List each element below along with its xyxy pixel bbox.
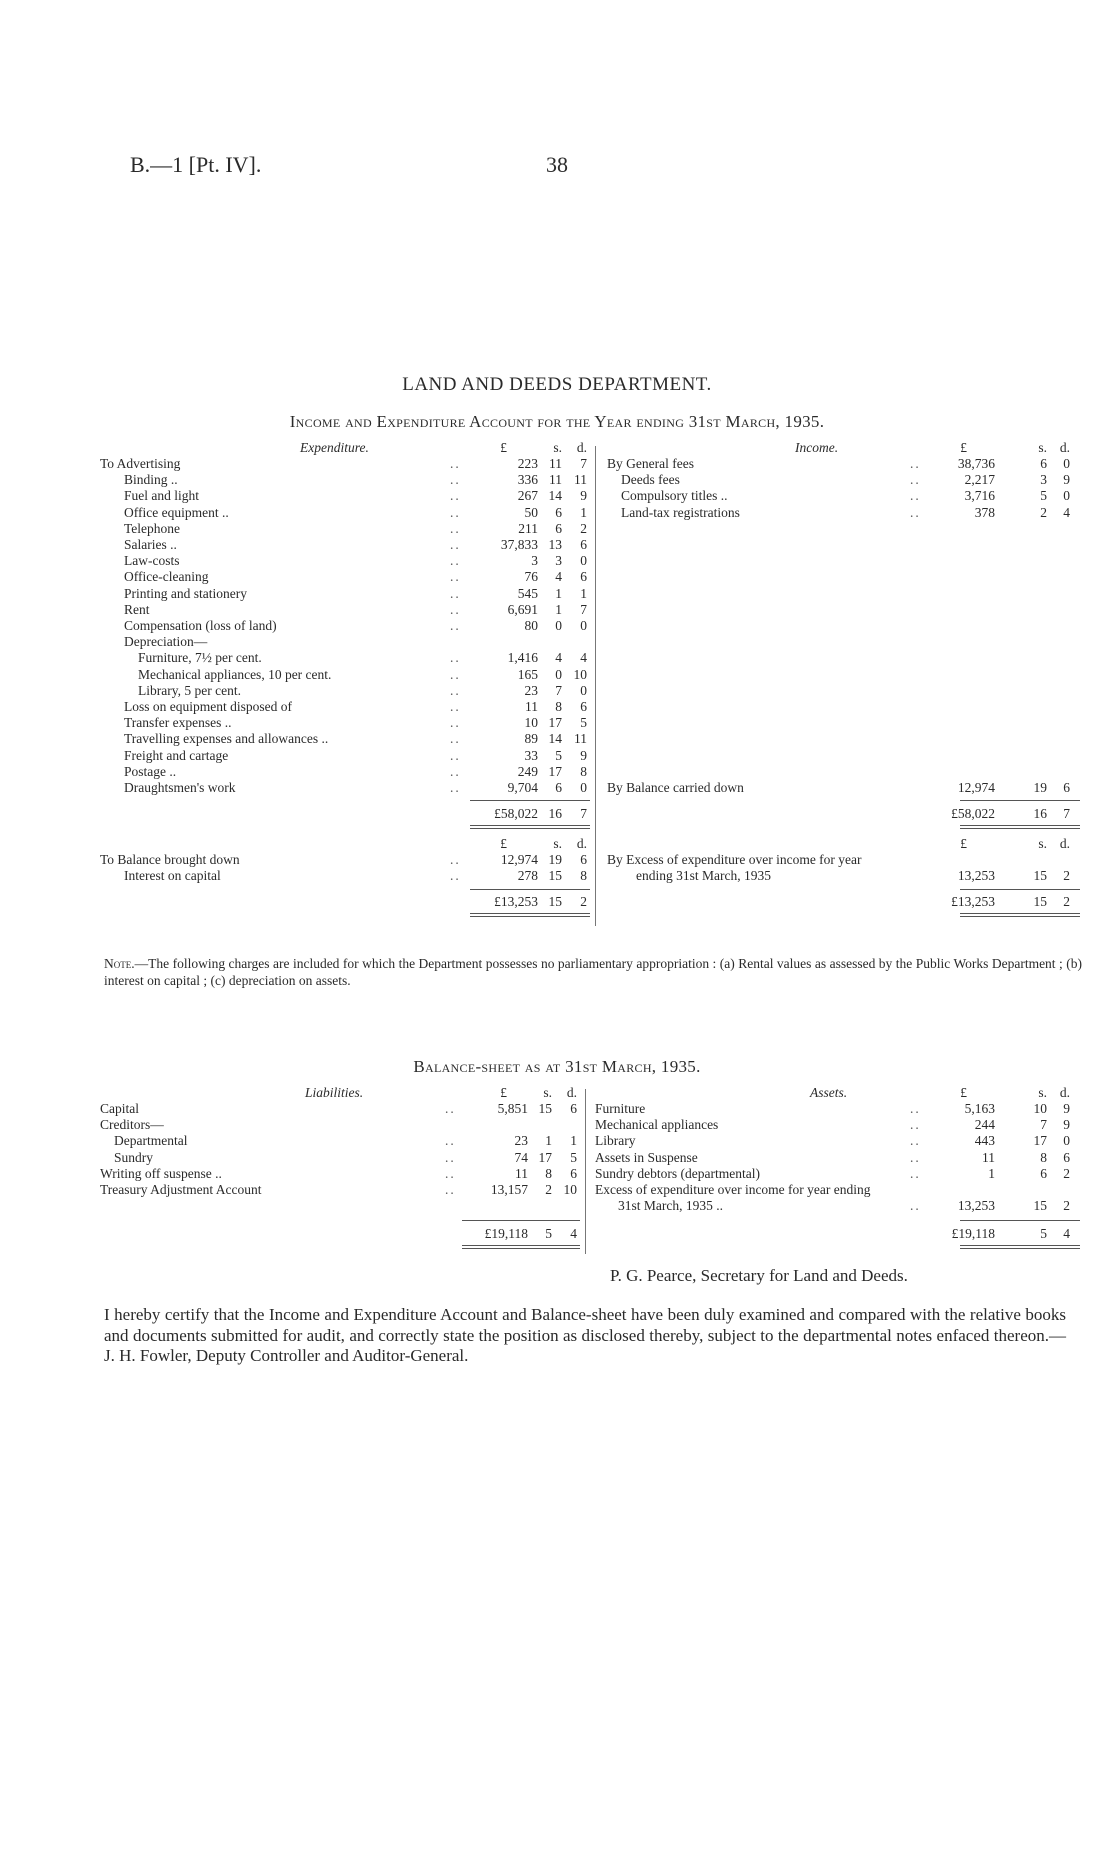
asset-label: Library <box>595 1133 636 1149</box>
liabilities-heading: Liabilities. <box>305 1085 364 1100</box>
unit-pounds-right-2: £ <box>960 836 967 851</box>
asset-label: Furniture <box>595 1101 646 1116</box>
expenditure-item-pence: 5 <box>580 715 587 731</box>
expenditure-item-label: Library, 5 per cent. <box>138 682 241 698</box>
total-right-pence: 7 <box>1063 806 1070 821</box>
expenditure-item-pounds: 3 <box>531 553 538 569</box>
total2-double-rule-left <box>470 913 590 917</box>
bs-unit-pence-right: d. <box>1059 1085 1070 1100</box>
income-item-shillings: 3 <box>1040 472 1047 488</box>
expenditure-item-label: To Advertising <box>100 456 181 471</box>
total-right-shillings: 16 <box>1033 806 1047 821</box>
unit-pounds-left: £ <box>500 440 507 455</box>
expenditure-item-pounds: 76 <box>524 569 538 585</box>
leader-dots: .. <box>910 488 921 504</box>
asset-label: 31st March, 1935 .. <box>618 1198 723 1214</box>
expenditure-item-shillings: 1 <box>555 585 562 601</box>
expenditure-item-shillings: 3 <box>555 553 562 569</box>
expenditure-item-shillings: 6 <box>555 504 562 520</box>
document-reference: B.—1 [Pt. IV]. <box>130 152 262 177</box>
assets-heading: Assets. <box>810 1085 848 1100</box>
leader-dots: .. <box>445 1133 456 1149</box>
expenditure-item-pence: 9 <box>580 488 587 504</box>
liability-label: Creditors— <box>100 1117 164 1133</box>
leader-dots: .. <box>450 763 461 779</box>
expenditure-item-pounds: 33 <box>524 747 538 763</box>
total-double-rule-left <box>470 825 590 829</box>
balance-sheet-ledger <box>100 1085 1085 1260</box>
total2-left-pounds: £13,253 <box>494 894 538 910</box>
leader-dots: .. <box>450 488 461 504</box>
expenditure-item-shillings: 11 <box>549 456 562 471</box>
expenditure-item-label: Freight and cartage <box>124 747 229 763</box>
expenditure-item-pounds: 10 <box>524 715 538 731</box>
bs-total-left-shillings: 5 <box>545 1226 552 1242</box>
liability-shillings: 15 <box>538 1101 552 1116</box>
asset-pounds: 11 <box>982 1149 995 1165</box>
expenditure-item-label: Compensation (loss of land) <box>124 618 277 633</box>
expenditure-item-shillings: 0 <box>555 618 562 633</box>
expenditure-item-shillings: 5 <box>555 747 562 763</box>
department-title: LAND AND DEEDS DEPARTMENT. <box>402 374 712 395</box>
expenditure-item-shillings: 11 <box>549 472 562 488</box>
balance-sheet-title: Balance-sheet as at 31st March, 1935. <box>413 1057 701 1076</box>
total-rule-right <box>960 800 1080 801</box>
asset-pounds: 13,253 <box>957 1198 995 1214</box>
expenditure-item-pounds: 249 <box>517 763 538 779</box>
expenditure-item-pounds: 11 <box>525 699 538 714</box>
unit-pounds-right: £ <box>960 440 967 455</box>
bs-total-left-pence: 4 <box>570 1226 577 1242</box>
income-item-pounds: 3,716 <box>964 488 995 504</box>
leader-dots: .. <box>910 1149 921 1165</box>
expenditure-item-pence: 6 <box>580 569 587 585</box>
expenditure-item-label: Binding .. <box>124 472 178 488</box>
expenditure-item-shillings: 4 <box>555 650 562 666</box>
asset-pence: 2 <box>1063 1198 1070 1214</box>
liability-label: Departmental <box>114 1133 188 1149</box>
expenditure-item-pence: 11 <box>574 731 587 747</box>
expenditure-item-pence: 1 <box>580 504 587 520</box>
asset-shillings: 10 <box>1033 1101 1047 1116</box>
expenditure-item-pounds: 211 <box>518 520 538 536</box>
unit-pounds-left-2: £ <box>500 836 507 851</box>
expenditure-item-label: Transfer expenses .. <box>124 715 232 731</box>
total2-double-rule-right <box>960 913 1080 917</box>
leader-dots: .. <box>450 650 461 666</box>
second-left-shillings: 15 <box>548 868 562 884</box>
expenditure-item-pounds: 23 <box>524 682 538 698</box>
excess-shillings: 15 <box>1033 868 1047 884</box>
unit-pence-right-2: d. <box>1059 836 1070 851</box>
income-item-shillings: 5 <box>1040 488 1047 504</box>
total-right-pounds: £58,022 <box>951 806 995 821</box>
bs-total-rule-right <box>960 1220 1080 1221</box>
income-item-pence: 0 <box>1063 456 1070 471</box>
liability-shillings: 17 <box>538 1149 552 1165</box>
income-item-shillings: 6 <box>1040 456 1047 471</box>
liability-pence: 6 <box>570 1101 577 1116</box>
expenditure-heading: Expenditure. <box>300 440 369 455</box>
liability-pounds: 23 <box>514 1133 528 1149</box>
balance-carried-down-shillings: 19 <box>1033 780 1047 795</box>
bs-double-rule-left <box>462 1245 580 1249</box>
liability-pounds: 5,851 <box>497 1101 528 1116</box>
expenditure-item-shillings: 13 <box>548 537 562 552</box>
liability-shillings: 1 <box>545 1133 552 1149</box>
leader-dots: .. <box>450 868 461 884</box>
leader-dots: .. <box>910 1117 921 1133</box>
second-left-label: Interest on capital <box>124 868 221 884</box>
leader-dots: .. <box>450 569 461 585</box>
total2-right-shillings: 15 <box>1033 894 1047 910</box>
expenditure-item-label: Telephone <box>124 520 181 536</box>
unit-shillings-left: s. <box>553 440 562 455</box>
leader-dots: .. <box>445 1149 456 1165</box>
expenditure-item-pence: 9 <box>580 747 587 763</box>
leader-dots: .. <box>450 601 461 617</box>
expenditure-item-label: Depreciation— <box>124 634 208 650</box>
bs-double-rule-right <box>960 1245 1080 1249</box>
leader-dots: .. <box>445 1165 456 1181</box>
income-heading: Income. <box>795 440 839 455</box>
second-left-pence: 6 <box>580 852 587 867</box>
expenditure-item-pounds: 165 <box>517 666 538 682</box>
leader-dots: .. <box>910 1133 921 1149</box>
leader-dots: .. <box>450 715 461 731</box>
expenditure-item-pounds: 545 <box>517 585 538 601</box>
bs-total-right-pence: 4 <box>1063 1226 1070 1242</box>
expenditure-item-pence: 6 <box>580 537 587 552</box>
expenditure-item-pounds: 1,416 <box>507 650 538 666</box>
bs-unit-pounds-left: £ <box>500 1085 507 1100</box>
expenditure-item-shillings: 6 <box>555 520 562 536</box>
leader-dots: .. <box>450 472 461 488</box>
asset-pounds: 443 <box>974 1133 995 1149</box>
expenditure-item-label: Office-cleaning <box>124 569 209 585</box>
income-item-shillings: 2 <box>1040 504 1047 520</box>
expenditure-item-shillings: 8 <box>555 699 562 714</box>
total-rule-left <box>470 800 590 801</box>
asset-pence: 9 <box>1063 1117 1070 1133</box>
excess-pence: 2 <box>1063 868 1070 884</box>
total2-rule-right <box>960 889 1080 890</box>
asset-pence: 0 <box>1063 1133 1070 1149</box>
asset-pounds: 5,163 <box>964 1101 995 1116</box>
leader-dots: .. <box>450 666 461 682</box>
unit-pence-right: d. <box>1059 440 1070 455</box>
income-item-label: Compulsory titles .. <box>621 488 728 504</box>
note-lead: Note. <box>104 956 135 971</box>
expenditure-item-pounds: 89 <box>524 731 538 747</box>
asset-label: Excess of expenditure over income for year ending <box>595 1182 871 1197</box>
expenditure-item-pence: 6 <box>580 699 587 714</box>
expenditure-item-pounds: 336 <box>517 472 538 488</box>
expenditure-item-shillings: 1 <box>555 601 562 617</box>
expenditure-item-label: Travelling expenses and allowances .. <box>124 731 329 747</box>
leader-dots: .. <box>450 618 461 633</box>
income-item-label: Land-tax registrations <box>621 504 740 520</box>
income-item-label: Deeds fees <box>621 472 680 488</box>
expenditure-item-label: Salaries .. <box>124 537 177 552</box>
expenditure-item-pence: 7 <box>580 601 587 617</box>
expenditure-item-pence: 1 <box>580 585 587 601</box>
bs-total-rule-left <box>462 1220 580 1221</box>
expenditure-item-label: Office equipment .. <box>124 504 229 520</box>
balance-carried-down-pence: 6 <box>1063 780 1070 795</box>
asset-pounds: 244 <box>974 1117 995 1133</box>
liability-shillings: 8 <box>545 1165 552 1181</box>
asset-shillings: 6 <box>1040 1165 1047 1181</box>
expenditure-item-pounds: 6,691 <box>507 601 538 617</box>
expenditure-item-shillings: 14 <box>548 731 562 747</box>
note-paragraph <box>104 955 1082 989</box>
expenditure-item-label: Law-costs <box>124 553 180 569</box>
asset-pence: 6 <box>1063 1149 1070 1165</box>
expenditure-item-pence: 4 <box>580 650 587 666</box>
leader-dots: .. <box>450 504 461 520</box>
leader-dots: .. <box>910 456 921 471</box>
liability-pence: 5 <box>570 1149 577 1165</box>
expenditure-item-pence: 0 <box>580 553 587 569</box>
leader-dots: .. <box>910 1101 921 1116</box>
account-subtitle: Income and Expenditure Account for the Year ending 31st March, 1935. <box>289 412 825 431</box>
leader-dots: .. <box>910 1198 921 1214</box>
expenditure-item-pence: 0 <box>580 682 587 698</box>
liability-pounds: 13,157 <box>490 1182 528 1197</box>
liability-pence: 1 <box>570 1133 577 1149</box>
income-item-pence: 9 <box>1063 472 1070 488</box>
expenditure-item-pounds: 80 <box>524 618 538 633</box>
income-item-pence: 0 <box>1063 488 1070 504</box>
income-item-pence: 4 <box>1063 504 1070 520</box>
liability-shillings: 2 <box>545 1182 552 1197</box>
total-double-rule-right <box>960 825 1080 829</box>
excess-label-line-1: By Excess of expenditure over income for year <box>607 852 862 867</box>
bs-total-right-shillings: 5 <box>1040 1226 1047 1242</box>
excess-label-line-2: ending 31st March, 1935 <box>636 868 771 884</box>
bs-total-right-pounds: £19,118 <box>951 1226 995 1242</box>
expenditure-item-pence: 10 <box>573 666 587 682</box>
second-left-pounds: 12,974 <box>500 852 538 867</box>
total-left-pence: 7 <box>580 806 587 821</box>
total2-right-pence: 2 <box>1063 894 1070 910</box>
expenditure-item-label: Furniture, 7½ per cent. <box>138 650 262 666</box>
second-left-pounds: 278 <box>517 868 538 884</box>
expenditure-item-label: Loss on equipment disposed of <box>124 699 292 714</box>
expenditure-item-shillings: 6 <box>555 780 562 795</box>
expenditure-item-label: Rent <box>124 601 150 617</box>
leader-dots: .. <box>445 1182 456 1197</box>
expenditure-item-pence: 8 <box>580 763 587 779</box>
leader-dots: .. <box>910 472 921 488</box>
total2-rule-left <box>470 889 590 890</box>
expenditure-item-label: Draughtsmen's work <box>124 780 236 795</box>
asset-label: Sundry debtors (departmental) <box>595 1165 760 1181</box>
income-item-pounds: 2,217 <box>964 472 995 488</box>
asset-pounds: 1 <box>988 1165 995 1181</box>
center-column-rule <box>595 446 596 926</box>
expenditure-item-label: Postage .. <box>124 763 177 779</box>
expenditure-item-pence: 11 <box>574 472 587 488</box>
expenditure-item-shillings: 17 <box>548 763 562 779</box>
liability-label: Writing off suspense .. <box>100 1165 222 1181</box>
bs-total-left-pounds: £19,118 <box>484 1226 528 1242</box>
expenditure-item-pence: 0 <box>580 618 587 633</box>
bs-unit-shillings-left: s. <box>543 1085 552 1100</box>
income-item-pounds: 38,736 <box>957 456 995 471</box>
liability-pounds: 11 <box>515 1165 528 1181</box>
leader-dots: .. <box>910 1165 921 1181</box>
balance-carried-down-label: By Balance carried down <box>607 780 744 795</box>
liability-label: Sundry <box>114 1149 154 1165</box>
bs-unit-shillings-right: s. <box>1038 1085 1047 1100</box>
bs-unit-pounds-right: £ <box>960 1085 967 1100</box>
note-text: —The following charges are included for which the Department possesses no parliamentary appropriation : (a) Rental values as assessed by the Public Works Department ; (b) interest on capital ; (c) depreciation on assets. <box>104 956 1082 988</box>
leader-dots: .. <box>450 852 461 867</box>
asset-shillings: 15 <box>1033 1198 1047 1214</box>
excess-pounds: 13,253 <box>957 868 995 884</box>
liability-pence: 10 <box>563 1182 577 1197</box>
liability-pence: 6 <box>570 1165 577 1181</box>
liability-label: Treasury Adjustment Account <box>100 1182 262 1197</box>
leader-dots: .. <box>450 537 461 552</box>
bs-center-rule <box>585 1089 586 1254</box>
unit-pence-left-2: d. <box>576 836 587 851</box>
total2-right-pounds: £13,253 <box>951 894 995 910</box>
expenditure-item-pounds: 267 <box>517 488 538 504</box>
page-number: 38 <box>546 152 568 177</box>
leader-dots: .. <box>450 780 461 795</box>
bs-unit-pence-left: d. <box>566 1085 577 1100</box>
expenditure-item-shillings: 17 <box>548 715 562 731</box>
unit-pence-left: d. <box>576 440 587 455</box>
asset-pence: 2 <box>1063 1165 1070 1181</box>
leader-dots: .. <box>450 747 461 763</box>
expenditure-item-pence: 7 <box>580 456 587 471</box>
expenditure-item-pounds: 37,833 <box>500 537 538 552</box>
second-left-shillings: 19 <box>548 852 562 867</box>
expenditure-item-pounds: 50 <box>524 504 538 520</box>
leader-dots: .. <box>450 699 461 714</box>
unit-shillings-right-2: s. <box>1038 836 1047 851</box>
leader-dots: .. <box>450 456 461 471</box>
income-item-label: By General fees <box>607 456 694 471</box>
audit-certificate: I hereby certify that the Income and Expenditure Account and Balance-sheet have been duly examined and compared with the relative books and documents submitted for audit, and correctly state the position as disclosed thereby, subject to the departmental notes enfaced thereon.—J. H. Fowler, Deputy Controller and Auditor-General. <box>104 1305 1066 1365</box>
total2-left-pence: 2 <box>580 894 587 910</box>
income-item-pounds: 378 <box>974 504 995 520</box>
expenditure-item-label: Fuel and light <box>124 488 199 504</box>
total-left-shillings: 16 <box>548 806 562 821</box>
leader-dots: .. <box>450 682 461 698</box>
leader-dots: .. <box>450 731 461 747</box>
balance-carried-down-pounds: 12,974 <box>957 780 995 795</box>
unit-shillings-right: s. <box>1038 440 1047 455</box>
asset-label: Assets in Suspense <box>595 1149 698 1165</box>
liability-pounds: 74 <box>514 1149 528 1165</box>
expenditure-item-pounds: 223 <box>517 456 538 471</box>
leader-dots: .. <box>445 1101 456 1116</box>
leader-dots: .. <box>450 553 461 569</box>
asset-pence: 9 <box>1063 1101 1070 1116</box>
asset-label: Mechanical appliances <box>595 1117 719 1133</box>
asset-shillings: 17 <box>1033 1133 1047 1149</box>
leader-dots: .. <box>910 504 921 520</box>
signature-line: P. G. Pearce, Secretary for Land and Deeds. <box>610 1266 908 1285</box>
expenditure-item-label: Mechanical appliances, 10 per cent. <box>138 666 332 682</box>
unit-shillings-left-2: s. <box>553 836 562 851</box>
expenditure-item-shillings: 14 <box>548 488 562 504</box>
expenditure-item-shillings: 0 <box>555 666 562 682</box>
expenditure-item-label: Printing and stationery <box>124 585 247 601</box>
expenditure-item-shillings: 7 <box>555 682 562 698</box>
leader-dots: .. <box>450 585 461 601</box>
leader-dots: .. <box>450 520 461 536</box>
asset-shillings: 8 <box>1040 1149 1047 1165</box>
asset-shillings: 7 <box>1040 1117 1047 1133</box>
expenditure-item-pounds: 9,704 <box>507 780 538 795</box>
income-expenditure-ledger <box>100 440 1085 940</box>
total-left-pounds: £58,022 <box>494 806 538 821</box>
expenditure-item-pence: 2 <box>580 520 587 536</box>
total2-left-shillings: 15 <box>548 894 562 910</box>
expenditure-item-pence: 0 <box>580 780 587 795</box>
second-left-pence: 8 <box>580 868 587 884</box>
second-left-label: To Balance brought down <box>100 852 240 867</box>
expenditure-item-shillings: 4 <box>555 569 562 585</box>
liability-label: Capital <box>100 1101 139 1116</box>
